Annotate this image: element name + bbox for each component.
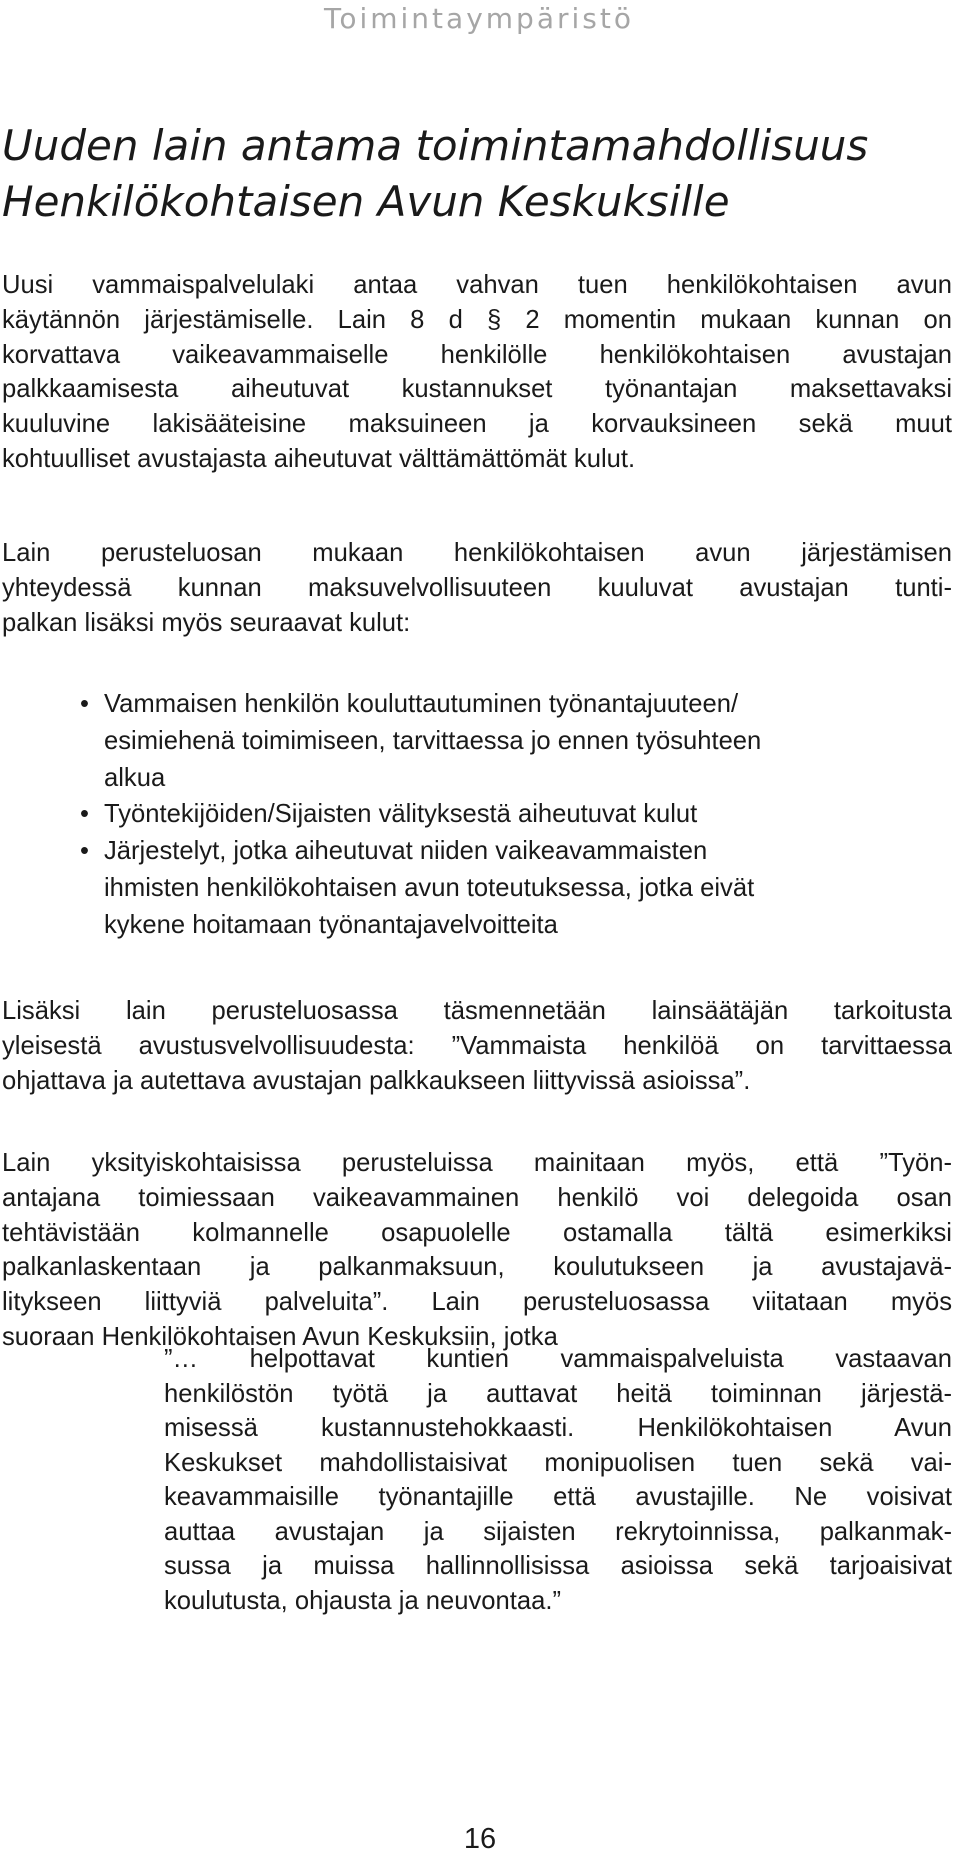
- paragraph-line: Uusi vammaispalvelulaki antaa vahvan tuen henkilökohtaisen avun: [2, 271, 952, 299]
- list-item-line: ihmisten henkilökohtaisen avun toteutuksessa, jotka eivät: [104, 873, 755, 902]
- paragraph-line: Lisäksi lain perusteluosassa täsmennetään lainsäätäjän tarkoitusta: [2, 997, 952, 1025]
- list-item-line: esimiehenä toimimiseen, tarvittaessa jo ennen työsuhteen: [104, 726, 762, 755]
- paragraph-line: korvattava vaikeavammaiselle henkilölle henkilökohtaisen avustajan: [2, 340, 952, 369]
- block-quote: [164, 1342, 952, 1618]
- paragraph-delegation: [2, 1146, 952, 1355]
- list-item: [78, 833, 938, 943]
- paragraph-line: yleisestä avustusvelvollisuudesta: ”Vammaista henkilöä on tarvittaessa: [2, 1031, 952, 1060]
- page-title-line: Uuden lain antama toimintamahdollisuus: [2, 121, 869, 170]
- running-header: Toimintaympäristö: [324, 2, 634, 35]
- paragraph-line: kohtuulliset avustajasta aiheutuvat välttämättömät kulut.: [2, 444, 636, 473]
- page-title: [2, 118, 952, 230]
- paragraph-line: Lain perusteluosan mukaan henkilökohtaisen avun järjestämisen: [2, 539, 952, 567]
- list-item-line: alkua: [104, 763, 166, 792]
- quote-line: keavammaisille työnantajille että avustajille. Ne voisivat: [164, 1483, 952, 1511]
- paragraph-line: ohjattava ja autettava avustajan palkkaukseen liittyvissä asioissa”.: [2, 1066, 751, 1095]
- paragraph-line: käytännön järjestämiselle. Lain 8 d § 2 momentin mukaan kunnan on: [2, 305, 952, 334]
- cost-bullet-list: [78, 686, 938, 944]
- paragraph-line: palkanlaskentaan ja palkanmaksuun, koulutukseen ja avustajavä-: [2, 1253, 952, 1282]
- list-item-line: kykene hoitamaan työnantajavelvoitteita: [104, 910, 558, 939]
- paragraph-guidance: [2, 994, 952, 1098]
- list-item: [78, 796, 938, 833]
- paragraph-line: Lain yksityiskohtaisissa perusteluissa mainitaan myös, että ”Työn-: [2, 1149, 952, 1177]
- quote-line: sussa ja muissa hallinnollisissa asioissa sekä tarjoaisivat: [164, 1552, 952, 1580]
- bullet-icon: •: [80, 837, 89, 866]
- paragraph-intro: [2, 268, 952, 477]
- paragraph-line: palkkaamisesta aiheutuvat kustannukset työnantajan maksettavaksi: [2, 375, 952, 404]
- page-title-line: Henkilökohtaisen Avun Keskuksille: [2, 177, 730, 226]
- list-item: [78, 686, 938, 796]
- paragraph-line: yhteydessä kunnan maksuvelvollisuuteen kuuluvat avustajan tunti-: [2, 573, 952, 602]
- page-number: 16: [463, 1823, 497, 1855]
- quote-line: ”… helpottavat kuntien vammaispalveluista vastaavan: [164, 1345, 952, 1373]
- paragraph-line: tehtävistään kolmannelle osapuolelle ostamalla tältä esimerkiksi: [2, 1218, 952, 1247]
- paragraph-line: kuuluvine lakisääteisine maksuineen ja korvauksineen sekä muut: [2, 410, 952, 439]
- quote-line: henkilöstön työtä ja auttavat heitä toiminnan järjestä-: [164, 1379, 952, 1408]
- paragraph-line: antajana toimiessaan vaikeavammainen henkilö voi delegoida osan: [2, 1183, 952, 1212]
- paragraph-line: suoraan Henkilökohtaisen Avun Keskuksiin, jotka: [2, 1322, 558, 1351]
- paragraph-line: litykseen liittyviä palveluita”. Lain perusteluosassa viitataan myös: [2, 1288, 952, 1317]
- list-item-line: Vammaisen henkilön kouluttautuminen työnantajuuteen/: [104, 690, 739, 718]
- quote-line: koulutusta, ohjausta ja neuvontaa.”: [164, 1586, 561, 1615]
- paragraph-costs-intro: [2, 536, 952, 640]
- quote-line: Keskukset mahdollistaisivat monipuolisen tuen sekä vai-: [164, 1448, 952, 1477]
- list-item-line: Työntekijöiden/Sijaisten välityksestä aiheutuvat kulut: [104, 800, 698, 829]
- quote-line: misessä kustannustehokkaasti. Henkilökohtaisen Avun: [164, 1414, 952, 1442]
- bullet-icon: •: [80, 690, 89, 718]
- bullet-icon: •: [80, 800, 89, 829]
- quote-line: auttaa avustajan ja sijaisten rekrytoinnissa, palkanmak-: [164, 1517, 952, 1546]
- paragraph-line: palkan lisäksi myös seuraavat kulut:: [2, 608, 411, 637]
- list-item-line: Järjestelyt, jotka aiheutuvat niiden vaikeavammaisten: [104, 837, 708, 866]
